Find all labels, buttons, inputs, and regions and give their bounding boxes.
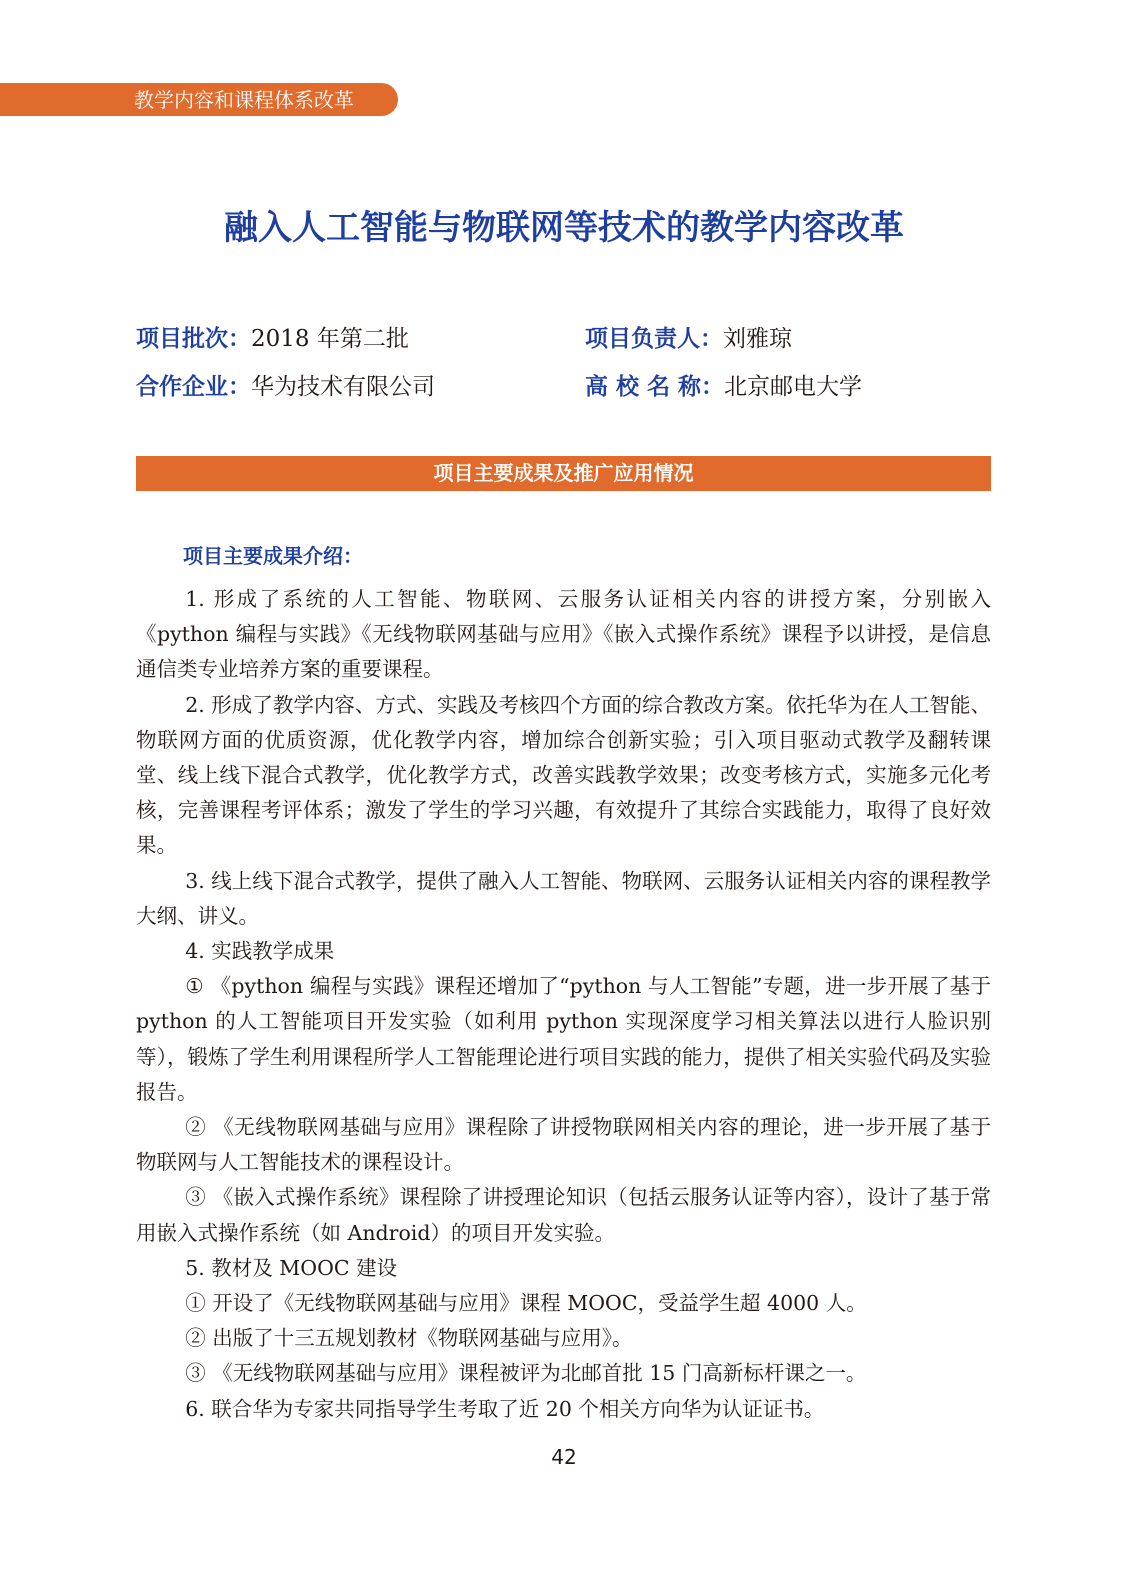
paragraph: ② 出版了十三五规划教材《物联网基础与应用》。 — [185, 1326, 633, 1351]
paragraph: ① 开设了《无线物联网基础与应用》课程 MOOC，受益学生超 4000 人。 — [185, 1291, 867, 1316]
meta-leader — [585, 324, 792, 354]
school-value: 北京邮电大学 — [724, 374, 863, 400]
leader-label: 项目负责人： — [585, 326, 723, 352]
paragraph: ③ 《嵌入式操作系统》课程除了讲授理论知识（包括云服务认证等内容），设计了基于常用嵌入式操作系统（如 Android）的项目开发实验。 — [136, 1185, 991, 1245]
paragraph: ① 《python 编程与实践》课程还增加了“python 与人工智能”专题，进一步开展了基于 python 的人工智能项目开发实验（如利用 python 实现深度学习相关算法以进行人脸识别等），锻炼了学生利用课程所学人工智能理论进行项目实践的能力，提供了相关实验代码及实验报告。 — [136, 974, 991, 1104]
meta-company — [136, 372, 435, 402]
section-bar — [136, 456, 991, 491]
paragraph: ② 《无线物联网基础与应用》课程除了讲授物联网相关内容的理论，进一步开展了基于物联网与人工智能技术的课程设计。 — [136, 1115, 991, 1175]
page-title: 融入人工智能与物联网等技术的教学内容改革 — [224, 208, 904, 248]
meta-batch — [136, 324, 409, 354]
company-label: 合作企业： — [136, 374, 251, 400]
paragraph: 2. 形成了教学内容、方式、实践及考核四个方面的综合教改方案。依托华为在人工智能、物联网方面的优质资源，优化教学内容，增加综合创新实验；引入项目驱动式教学及翻转课堂、线上线下混合式教学，优化教学方式，改善实践教学效果；改变考核方式，实施多元化考核，完善课程考评体系；激发了学生的学习兴趣，有效提升了其综合实践能力，取得了良好效果。 — [136, 692, 991, 858]
achievements-subheading: 项目主要成果介绍： — [183, 544, 363, 568]
chapter-tab-label: 教学内容和课程体系改革 — [134, 88, 354, 112]
paragraph: 1. 形成了系统的人工智能、物联网、云服务认证相关内容的讲授方案，分别嵌入《python 编程与实践》《无线物联网基础与应用》《嵌入式操作系统》课程予以讲授，是信息通信类专业培养方案的重要课程。 — [136, 587, 991, 682]
section-bar-title: 项目主要成果及推广应用情况 — [433, 461, 694, 485]
paragraph: 5. 教材及 MOOC 建设 — [185, 1255, 398, 1280]
paragraph: 3. 线上线下混合式教学，提供了融入人工智能、物联网、云服务认证相关内容的课程教学大纲、讲义。 — [136, 868, 991, 928]
batch-label: 项目批次： — [136, 326, 251, 352]
body-text — [136, 582, 991, 1427]
paragraph: 4. 实践教学成果 — [185, 939, 335, 964]
meta-school — [585, 372, 862, 402]
company-value: 华为技术有限公司 — [251, 374, 435, 400]
page-number: 42 — [551, 1445, 577, 1469]
school-label: 高 校 名 称： — [585, 374, 725, 400]
leader-value: 刘雅琼 — [723, 326, 792, 352]
paragraph: ③ 《无线物联网基础与应用》课程被评为北邮首批 15 门高新标杆课之一。 — [185, 1361, 867, 1386]
batch-value: 2018 年第二批 — [251, 326, 409, 352]
chapter-tab — [0, 83, 398, 116]
paragraph: 6. 联合华为专家共同指导学生考取了近 20 个相关方向华为认证证书。 — [185, 1396, 825, 1421]
